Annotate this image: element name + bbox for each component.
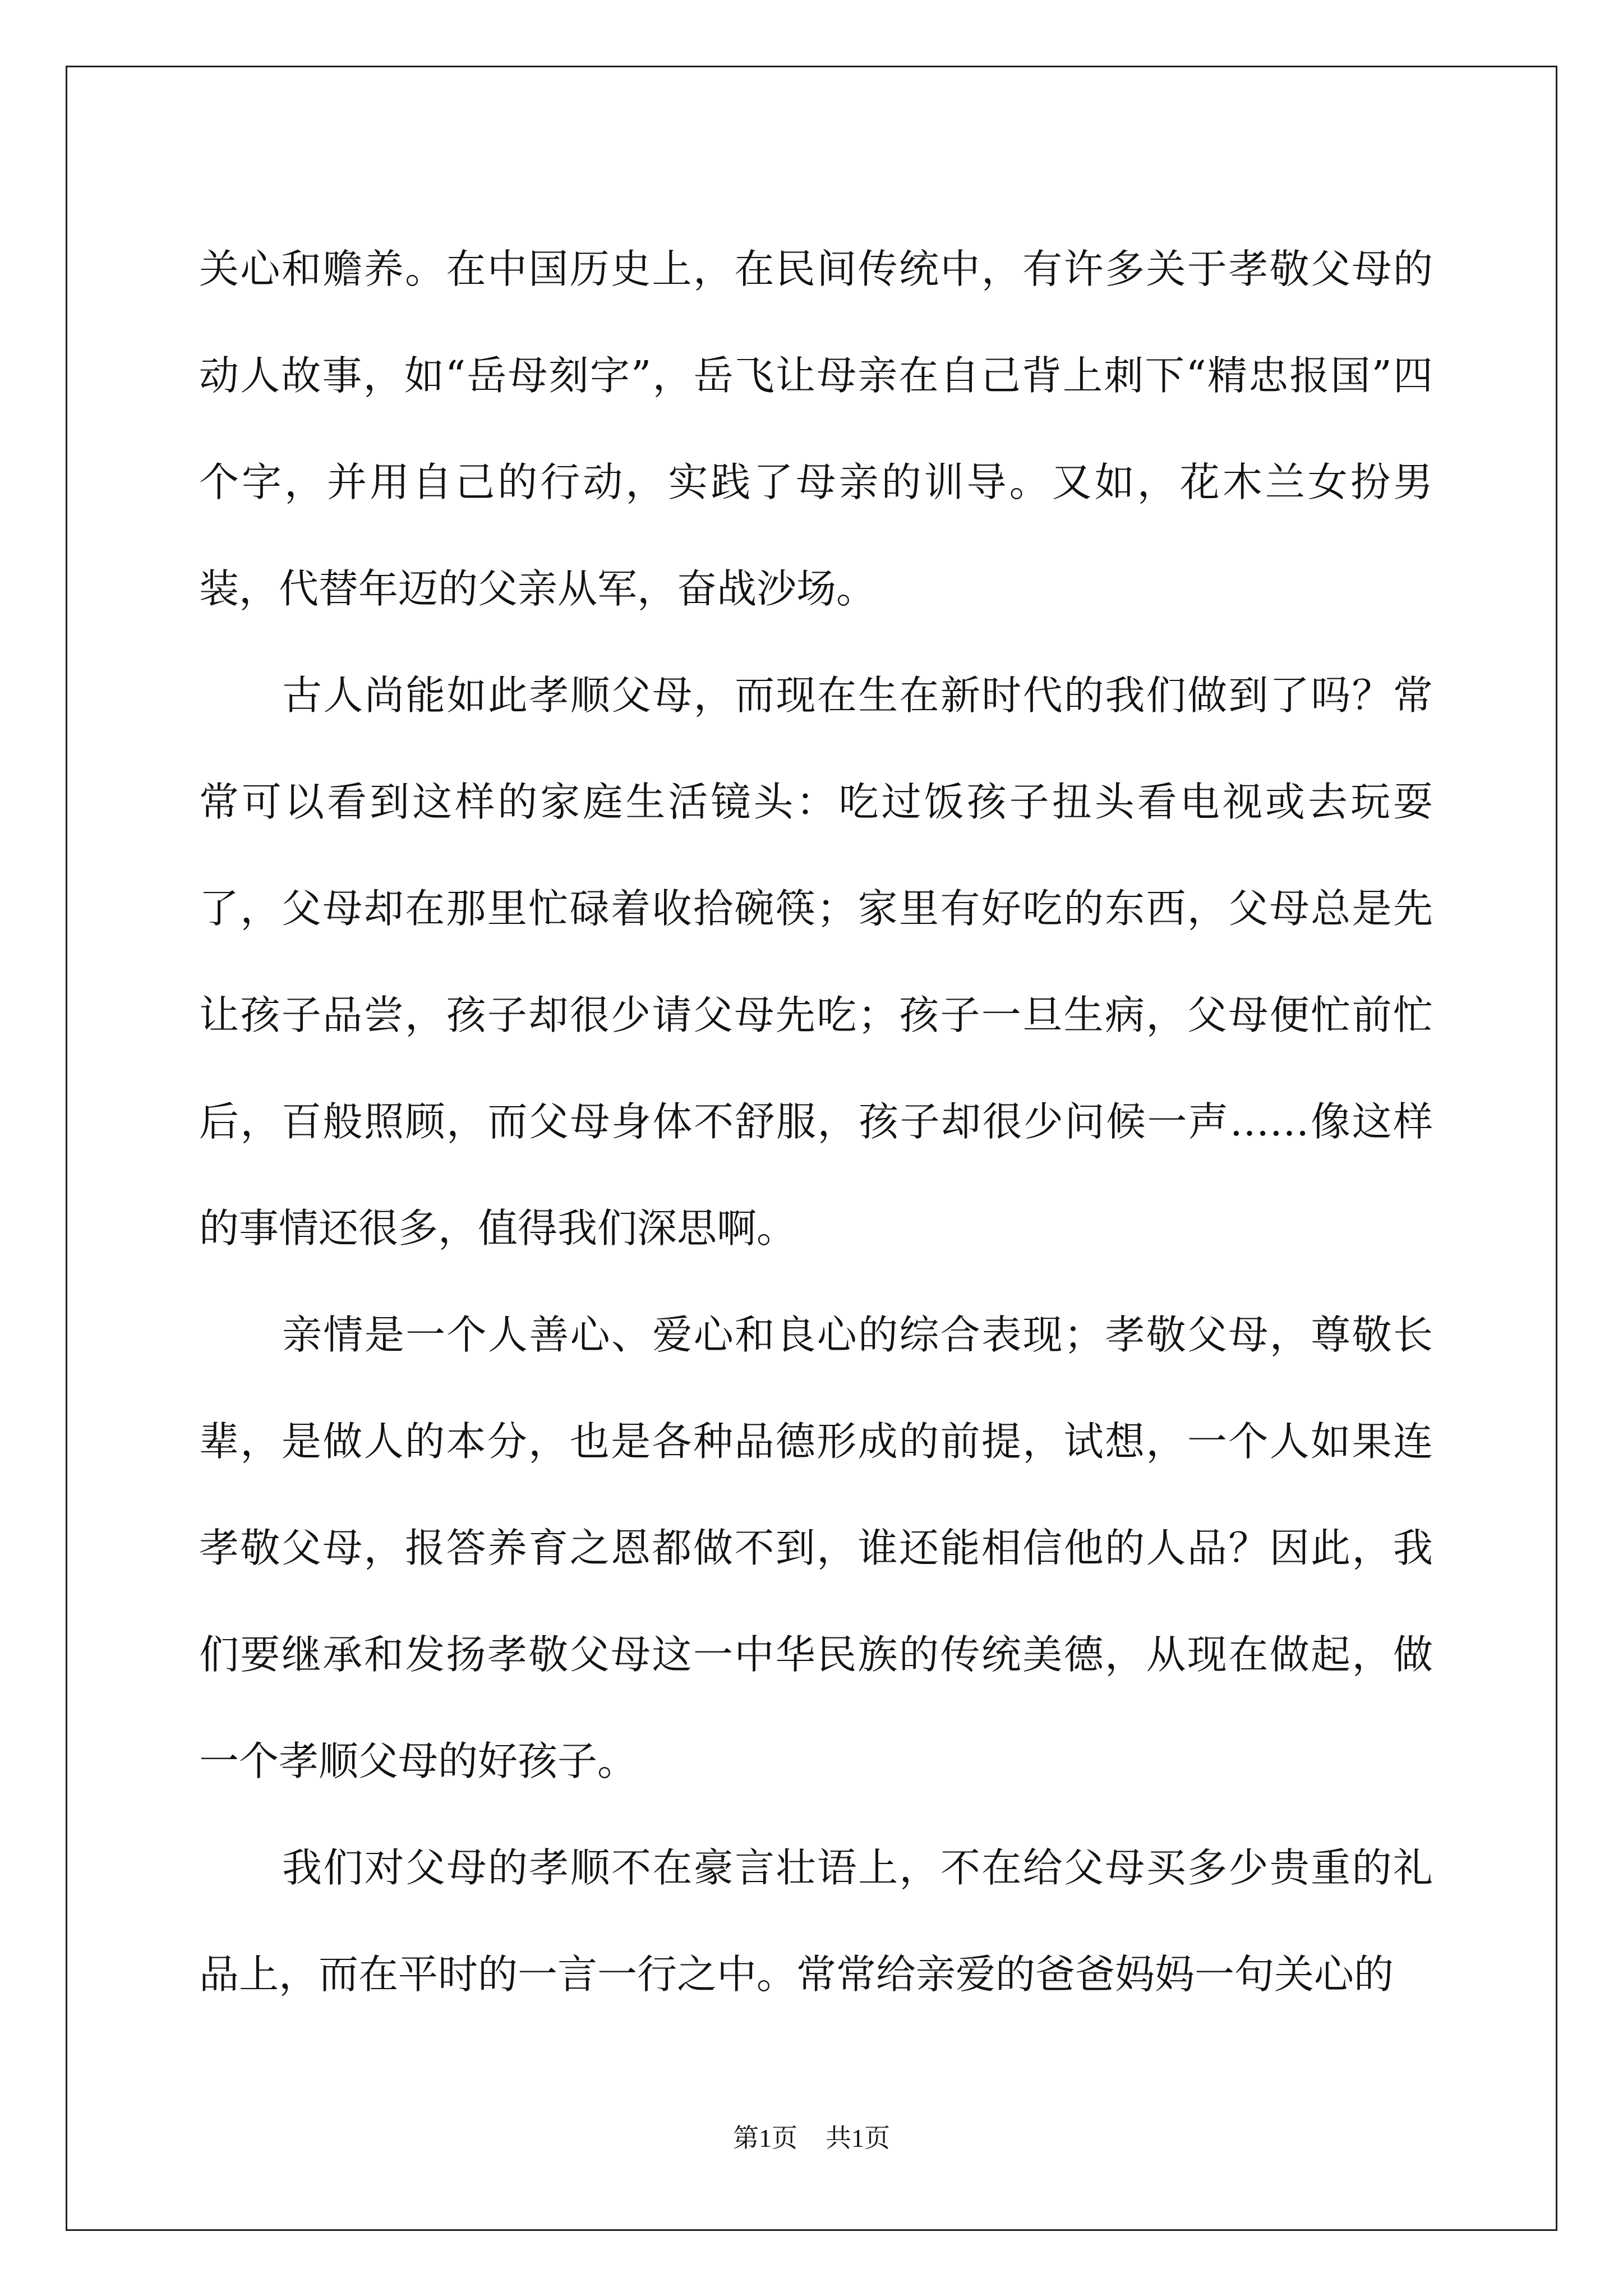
page-total: 共1页	[826, 2124, 890, 2152]
page-footer	[0, 2122, 1623, 2155]
paragraph-3: 亲情是一个人善心、爱心和良心的综合表现；孝敬父母，尊敬长辈，是做人的本分，也是各种品德形成的前提，试想，一个人如果连孝敬父母，报答养育之恩都做不到，谁还能相信他的人品？因此，我们要继承和发扬孝敬父母这一中华民族的传统美德，从现在做起，做一个孝顺父母的好孩子。	[199, 1312, 1433, 1784]
document-body	[199, 216, 1433, 2028]
paragraph-2: 古人尚能如此孝顺父母，而现在生在新时代的我们做到了吗？常常可以看到这样的家庭生活镜头：吃过饭孩子扭头看电视或去玩耍了，父母却在那里忙碌着收拾碗筷；家里有好吃的东西，父母总是先让孩子品尝，孩子却很少请父母先吃；孩子一旦生病，父母便忙前忙后，百般照顾，而父母身体不舒服，孩子却很少问候一声……像这样的事情还很多，值得我们深思啊。	[199, 672, 1433, 1251]
page-number: 第1页	[733, 2124, 797, 2152]
paragraph-4: 我们对父母的孝顺不在豪言壮语上，不在给父母买多少贵重的礼品上，而在平时的一言一行之中。常常给亲爱的爸爸妈妈一句关心的	[199, 1844, 1433, 1998]
paragraph-1: 关心和赡养。在中国历史上，在民间传统中，有许多关于孝敬父母的动人故事，如“岳母刻字”，岳飞让母亲在自己背上刺下“精忠报国”四个字，并用自己的行动，实践了母亲的训导。又如，花木兰女扮男装，代替年迈的父亲从军，奋战沙场。	[199, 246, 1433, 612]
